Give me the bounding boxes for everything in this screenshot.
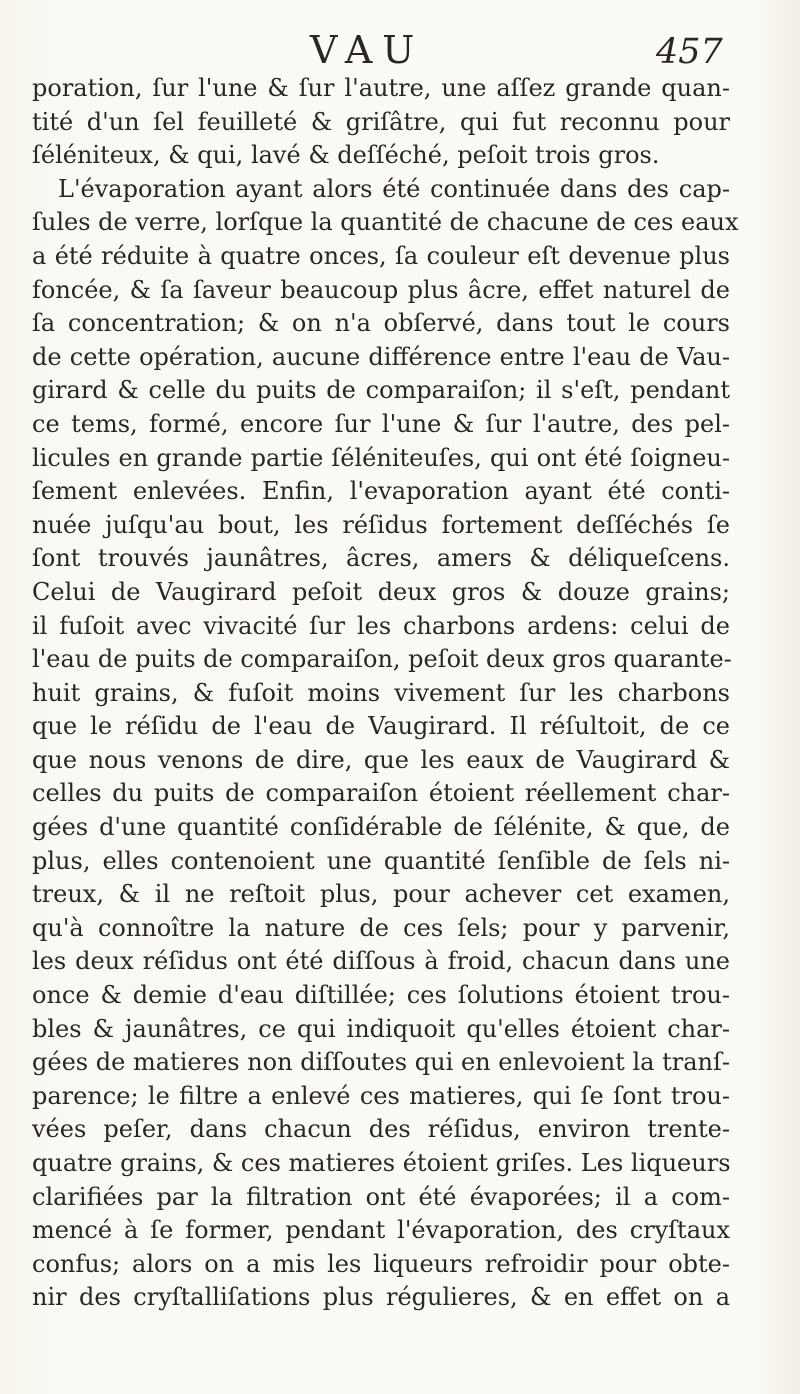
text-line: plus, elles contenoient une quantité ſenſible de ſels ni-	[32, 846, 730, 875]
text-line: ſont trouvés jaunâtres, âcres, amers & déliqueſcens.	[32, 544, 730, 573]
body-text	[32, 72, 739, 1315]
running-head-title: VAU	[310, 28, 425, 72]
text-line: vées peſer, dans chacun des réſidus, environ trente-	[32, 1115, 730, 1144]
text-line: a été réduite à quatre onces, ſa couleur eſt devenue plus	[32, 241, 730, 270]
running-head	[0, 26, 800, 74]
text-line: poration, ſur l'une & ſur l'autre, une aſſez grande quan-	[32, 74, 730, 102]
text-line: ſules de verre, lorſque la quantité de chacune de ces eaux	[32, 208, 739, 237]
text-line: tité d'un ſel feuilleté & griſâtre, qui fut reconnu pour	[32, 107, 730, 136]
text-line: nir des cryſtalliſations plus régulieres, & en effet on a	[32, 1283, 730, 1312]
text-line: licules en grande partie ſéléniteuſes, qui ont été ſoigneu-	[32, 443, 730, 472]
text-line: de cette opération, aucune différence entre l'eau de Vau-	[32, 342, 730, 371]
text-line: ſa concentration; & on n'a obſervé, dans tout le cours	[32, 309, 730, 338]
text-line: once & demie d'eau diſtillée; ces ſolutions étoient trou-	[32, 981, 730, 1010]
text-line: parence; le filtre a enlevé ces matieres, qui ſe ſont trou-	[32, 1081, 730, 1110]
text-line: il fuſoit avec vivacité ſur les charbons ardens: celui de	[32, 611, 730, 640]
text-line: ſement enlevées. Enfin, l'evaporation ayant été conti-	[32, 477, 730, 506]
text-line: les deux réſidus ont été diſſous à froid, chacun dans une	[32, 947, 730, 976]
text-line: huit grains, & fuſoit moins vivement ſur les charbons	[32, 678, 730, 707]
text-line: L'évaporation ayant alors été continuée dans des cap-	[58, 174, 730, 203]
text-line: qu'à connoître la nature de ces ſels; pour y parvenir,	[32, 913, 730, 942]
text-line: ſéléniteux, & qui, lavé & deſſéché, peſoit trois gros.	[32, 141, 660, 170]
text-line: girard & celle du puits de comparaiſon; il s'eſt, pendant	[32, 376, 730, 405]
text-line: celles du puits de comparaiſon étoient réellement char-	[32, 779, 730, 808]
text-line: bles & jaunâtres, ce qui indiquoit qu'elles étoient char-	[32, 1014, 730, 1043]
text-line: nuée juſqu'au bout, les réſidus fortement deſſéchés ſe	[32, 510, 730, 539]
text-line: gées d'une quantité conſidérable de ſélénite, & que, de	[32, 813, 730, 842]
text-line: confus; alors on a mis les liqueurs refroidir pour obte-	[32, 1249, 730, 1278]
text-line: quatre grains, & ces matieres étoient griſes. Les liqueurs	[32, 1149, 731, 1177]
text-line: ce tems, formé, encore ſur l'une & ſur l'autre, des pel-	[32, 409, 730, 438]
text-line: gées de matieres non diſſoutes qui en enlevoient la tranſ-	[32, 1048, 730, 1077]
text-line: mencé à ſe former, pendant l'évaporation, des cryſtaux	[32, 1216, 730, 1245]
text-line: treux, & il ne reſtoit plus, pour achever cet examen,	[32, 880, 730, 909]
text-line: que nous venons de dire, que les eaux de Vaugirard &	[32, 745, 730, 774]
text-line: l'eau de puits de comparaiſon, peſoit deux gros quarante-	[32, 645, 732, 674]
text-line: que le réſidu de l'eau de Vaugirard. Il réſultoit, de ce	[32, 712, 730, 741]
text-line: foncée, & ſa ſaveur beaucoup plus âcre, effet naturel de	[32, 275, 730, 304]
text-line: Celui de Vaugirard peſoit deux gros & douze grains;	[32, 577, 730, 606]
page-number: 457	[656, 32, 723, 72]
text-line: clarifiées par la filtration ont été évaporées; il a com-	[32, 1182, 730, 1211]
